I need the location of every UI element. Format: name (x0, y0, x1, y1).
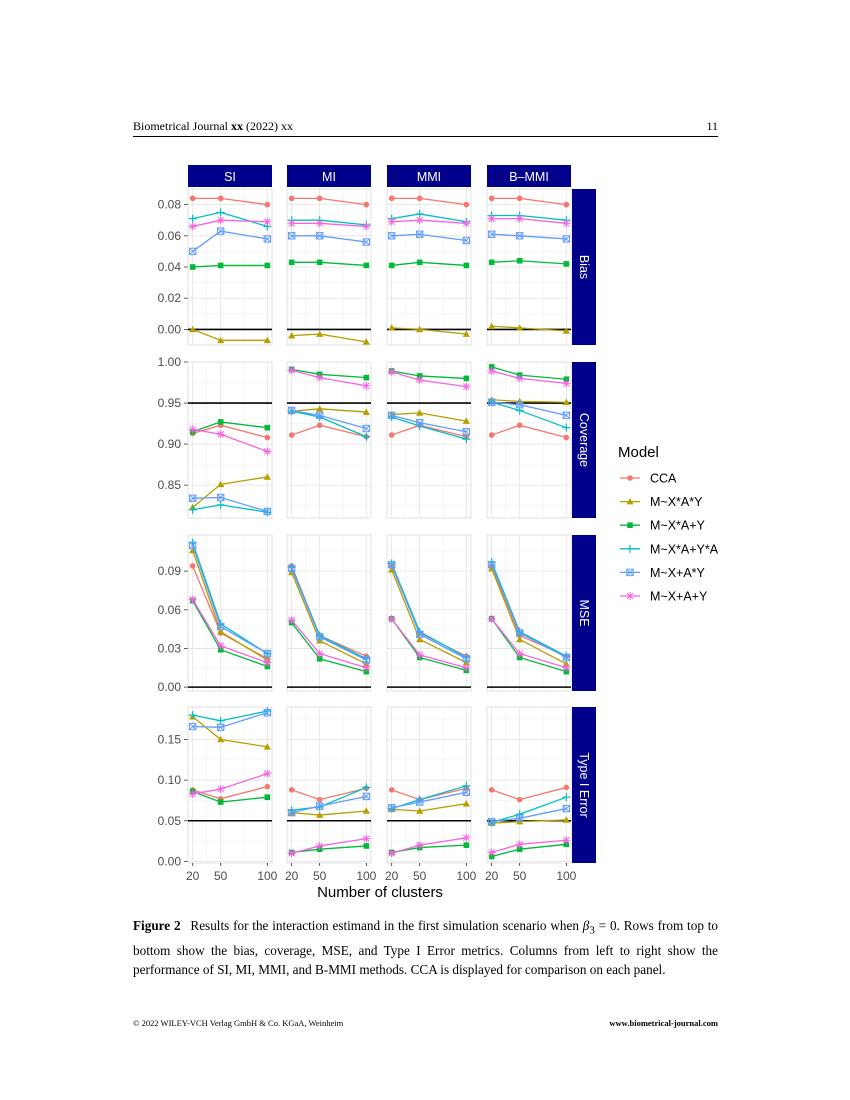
data-point-cca (317, 422, 323, 428)
legend-key-marker (626, 592, 634, 600)
x-tick-label: 100 (556, 869, 577, 883)
panel-mse-b-mmi (487, 535, 571, 691)
data-point-m-x-a-y (265, 425, 271, 431)
data-point-m-x-a-y (288, 366, 296, 374)
caption-text-after-math: Rows from top to bottom show the bias, coverage, MSE, and Type I Error metrics. Columns from left to right show the performance of SI, MI, MMI, and B-MMI methods. CCA is displayed for comparison on each panel. (133, 918, 719, 977)
data-point-m-x-a-y (516, 840, 524, 848)
journal-year-issue: (2022) xx (245, 119, 293, 133)
data-point-m-x-a-y (362, 835, 370, 843)
data-point-m-x-a-y (265, 263, 271, 269)
data-point-m-x-a-y (364, 843, 370, 849)
data-point-m-x-a-y (462, 383, 470, 391)
data-point-m-x-a-y (217, 216, 225, 224)
data-point-m-x-a-y (364, 263, 370, 269)
panel-background (287, 362, 371, 518)
data-point-cca (317, 196, 323, 202)
legend-item-cca (620, 472, 677, 486)
panel-background (487, 362, 571, 518)
x-tick-label: 50 (412, 869, 427, 883)
panel-mse-mi (287, 535, 371, 691)
journal-volume: xx (230, 119, 243, 133)
data-point-m-x-a-y (189, 425, 197, 433)
legend-item-m-x-a-y-a (620, 542, 719, 556)
legend-label: M~X+A+Y (650, 589, 708, 604)
data-point-m-x-a-y (218, 419, 224, 425)
legend-item-m-x-a-y (620, 590, 708, 604)
data-point-m-x-a-y (362, 382, 370, 390)
data-point-m-x-a-y (517, 258, 523, 264)
figure-label: Figure 2 (133, 918, 181, 933)
data-point-m-x-a-y (362, 222, 370, 230)
panel-type-i-error-b-mmi (487, 707, 571, 863)
data-point-m-x-a-y (362, 664, 370, 672)
data-point-m-x-a-y (488, 215, 496, 223)
figure-caption (133, 916, 718, 979)
data-point-cca (517, 196, 523, 202)
legend-label: M~X*A*Y (650, 495, 703, 510)
x-tick-label: 20 (185, 869, 200, 883)
data-point-cca (289, 196, 295, 202)
data-point-m-x-a-y (316, 842, 324, 850)
data-point-m-x-a-y (464, 263, 470, 269)
y-tick-label-coverage: 1.00 (157, 355, 181, 369)
x-tick-label: 100 (356, 869, 377, 883)
legend-label: M~X+A*Y (650, 565, 705, 580)
data-point-m-x-a-y (462, 219, 470, 227)
data-point-cca (218, 196, 224, 202)
data-point-m-x-a-y (562, 219, 570, 227)
legend-key-marker (627, 475, 633, 481)
column-strip-label-mmi: MMI (416, 170, 442, 184)
data-point-m-x-a-y (562, 836, 570, 844)
column-strip-label-mi: MI (322, 170, 336, 184)
y-tick-label-coverage: 0.85 (157, 478, 181, 493)
legend-label: CCA (650, 471, 677, 486)
data-point-cca (364, 202, 370, 208)
data-point-m-x-a-y (265, 794, 271, 800)
data-point-m-x-a-y (462, 834, 470, 842)
data-point-m-x-a-y (388, 615, 396, 623)
x-tick-label: 20 (384, 869, 399, 883)
data-point-m-x-a-y (316, 374, 324, 382)
panel-type-i-error-mi (287, 707, 371, 863)
data-point-m-x-a-y (416, 841, 424, 849)
footer-copyright: © 2022 WILEY-VCH Verlag GmbH & Co. KGaA, Weinheim (133, 1018, 344, 1028)
panel-bias-si (188, 189, 272, 345)
data-point-m-x-a-y (289, 260, 295, 266)
data-point-cca (265, 784, 271, 790)
data-point-m-x-a-y (516, 374, 524, 382)
caption-math-equals: = 0. (594, 918, 620, 933)
data-point-m-x-a-y (217, 642, 225, 650)
x-tick-label: 100 (257, 869, 278, 883)
row-strip-label-coverage: Coverage (577, 412, 591, 468)
data-point-m-x-a-y (562, 379, 570, 387)
data-point-cca (389, 432, 395, 438)
data-point-m-x-a-y (263, 659, 271, 667)
y-tick-label-bias: 0.08 (157, 197, 181, 212)
y-tick-label-mse: 0.03 (157, 641, 181, 656)
data-point-cca (489, 432, 495, 438)
x-tick-label: 50 (312, 869, 327, 883)
panel-coverage-b-mmi (487, 362, 571, 518)
y-tick-label-mse: 0.09 (157, 564, 181, 579)
panel-bias-b-mmi (487, 189, 571, 345)
data-point-cca (517, 797, 523, 803)
data-point-cca (489, 787, 495, 793)
data-point-m-x-a-y (564, 261, 570, 267)
data-point-m-x-a-y (189, 595, 197, 603)
legend (618, 444, 719, 604)
x-tick-label: 100 (456, 869, 477, 883)
data-point-cca (317, 797, 323, 803)
data-point-m-x-a-y (189, 222, 197, 230)
y-tick-label-bias: 0.00 (157, 322, 181, 337)
caption-math-beta: β (582, 918, 590, 933)
legend-key-marker (626, 545, 634, 553)
panel-coverage-si (188, 362, 272, 518)
x-tick-label: 20 (284, 869, 299, 883)
data-point-m-x-a-y (217, 785, 225, 793)
data-point-m-x-a-y (516, 650, 524, 658)
data-point-m-x-a-y (388, 849, 396, 857)
data-point-m-x-a-y (416, 651, 424, 659)
data-point-m-x-a-y (416, 216, 424, 224)
panel-mse-mmi (387, 535, 471, 691)
data-point-m-x-a-y (464, 842, 470, 848)
legend-key-marker (627, 522, 633, 528)
caption-text-before-math: Results for the interaction estimand in the first simulation scenario when (190, 918, 579, 933)
row-strip-label-bias: Bias (577, 254, 591, 280)
data-point-m-x-a-y (364, 375, 370, 381)
data-point-m-x-a-y (416, 376, 424, 384)
data-point-cca (517, 422, 523, 428)
y-tick-label-bias: 0.02 (157, 291, 181, 306)
data-point-m-x-a-y (464, 376, 470, 382)
legend-item-m-x-a-y (620, 495, 703, 509)
data-point-m-x-a-y (217, 430, 225, 438)
data-point-m-x-a-y (388, 218, 396, 226)
legend-item-m-x-a-y (620, 566, 706, 580)
data-point-cca (564, 202, 570, 208)
x-tick-label: 50 (512, 869, 527, 883)
panel-bias-mi (287, 189, 371, 345)
y-tick-label-bias: 0.06 (157, 228, 181, 243)
caption-math-subscript: 3 (589, 924, 595, 937)
data-point-m-x-a-y (218, 263, 224, 269)
data-point-m-x-a-y (316, 219, 324, 227)
journal-name: Biometrical Journal (133, 119, 228, 133)
panel-type-i-error-mmi (387, 707, 471, 863)
data-point-m-x-a-y (263, 218, 271, 226)
data-point-m-x-a-y (516, 215, 524, 223)
data-point-cca (564, 435, 570, 441)
y-tick-label-type-i-error: 0.15 (157, 732, 181, 747)
y-tick-label-type-i-error: 0.05 (157, 813, 181, 828)
y-tick-label-coverage: 0.90 (157, 437, 181, 452)
data-point-m-x-a-y (488, 848, 496, 856)
data-point-cca (464, 202, 470, 208)
legend-title: Model (618, 444, 659, 461)
panel-mse-si (188, 535, 272, 691)
data-point-cca (389, 196, 395, 202)
data-point-cca (289, 787, 295, 793)
column-strip-label-b-mmi: B–MMI (509, 170, 549, 184)
data-point-m-x-a-y (288, 849, 296, 857)
panel-coverage-mi (287, 362, 371, 518)
y-tick-label-mse: 0.06 (157, 602, 181, 617)
data-point-m-x-a-y (288, 219, 296, 227)
data-point-m-x-a-y (389, 263, 395, 269)
data-point-m-x-a-y (263, 770, 271, 778)
data-point-m-x-a-y (462, 664, 470, 672)
row-strip-label-mse: MSE (577, 599, 591, 627)
data-point-m-x-a-y (218, 799, 224, 805)
x-axis-title: Number of clusters (317, 884, 443, 901)
data-point-m-x-a-y (489, 260, 495, 266)
page-number: 11 (706, 119, 718, 133)
y-tick-label-bias: 0.04 (157, 260, 181, 274)
data-point-m-x-a-y (388, 368, 396, 376)
data-point-cca (265, 435, 271, 441)
legend-label: M~X*A+Y (650, 518, 705, 533)
y-tick-label-coverage: 0.95 (157, 396, 181, 411)
panel-background (487, 707, 571, 863)
column-strip-label-si: SI (224, 170, 236, 184)
x-tick-label: 50 (213, 869, 228, 883)
row-strip-label-type-i-error: Type I Error (577, 752, 591, 818)
panel-background (188, 707, 272, 863)
y-tick-label-type-i-error: 0.10 (157, 773, 181, 788)
panel-background (188, 362, 272, 518)
x-tick-label: 20 (484, 869, 499, 883)
y-tick-label-mse: 0.00 (157, 680, 181, 695)
footer-url: www.biometrical-journal.com (609, 1018, 718, 1028)
data-point-cca (265, 202, 271, 208)
data-point-m-x-a-y (288, 616, 296, 624)
y-tick-label-type-i-error: 0.00 (157, 854, 181, 869)
panel-type-i-error-si (188, 707, 272, 863)
legend-label: M~X*A+Y*A (650, 542, 719, 557)
data-point-cca (564, 785, 570, 791)
data-point-m-x-a-y (263, 447, 271, 455)
data-point-cca (190, 563, 196, 569)
data-point-cca (190, 196, 196, 202)
data-point-m-x-a-y (488, 615, 496, 623)
data-point-cca (389, 787, 395, 793)
panel-bias-mmi (387, 189, 471, 345)
panel-coverage-mmi (387, 362, 471, 518)
data-point-m-x-a-y (189, 790, 197, 798)
data-point-m-x-a-y (562, 664, 570, 672)
data-point-m-x-a-y (317, 260, 323, 266)
data-point-m-x-a-y (488, 367, 496, 375)
data-point-m-x-a-y (417, 260, 423, 266)
data-point-cca (489, 196, 495, 202)
legend-item-m-x-a-y (620, 519, 706, 533)
data-point-cca (289, 432, 295, 438)
data-point-m-x-a-y (316, 650, 324, 658)
data-point-m-x-a-y (190, 264, 196, 270)
data-point-cca (417, 196, 423, 202)
